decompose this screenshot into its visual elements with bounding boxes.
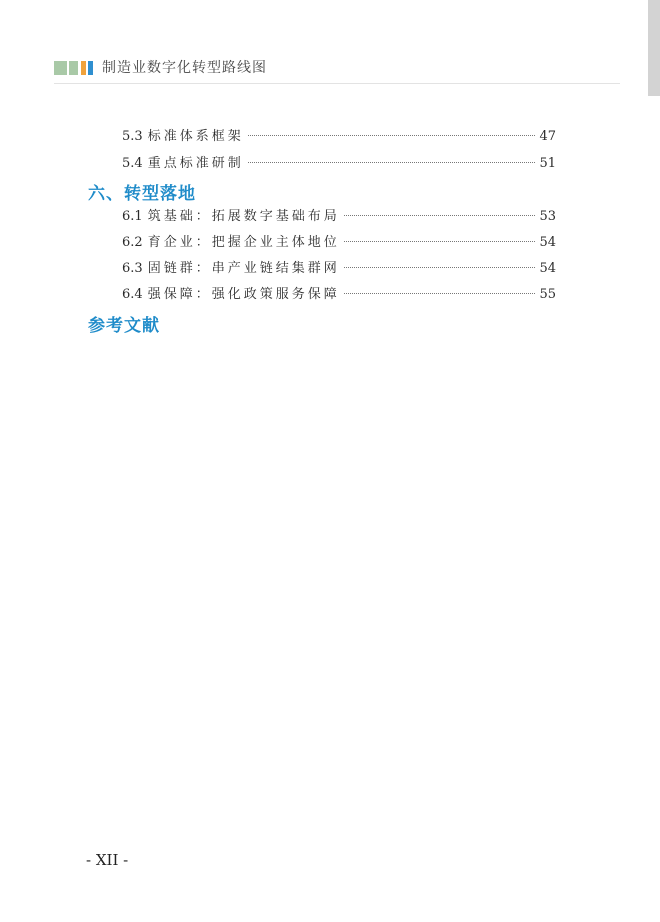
toc-entry-page: 53 [539, 209, 556, 224]
running-header [54, 58, 620, 78]
toc-entry-title: 标准体系框架 [147, 129, 244, 144]
toc-leader-dots [344, 215, 536, 216]
toc-entry[interactable] [122, 126, 556, 148]
toc-entry[interactable] [122, 258, 556, 280]
toc-entry[interactable] [122, 232, 556, 254]
header-decor-block [69, 61, 78, 75]
toc-entry-number: 6.4 [122, 287, 143, 302]
toc-entry-page: 47 [539, 129, 556, 144]
toc-leader-dots [248, 162, 536, 163]
toc-leader-dots [344, 241, 536, 242]
toc-entry-number: 5.4 [122, 156, 143, 171]
side-thumb-tab [648, 0, 660, 96]
toc-entry-title: 育企业：把握企业主体地位 [147, 235, 340, 250]
toc-entry-page: 54 [539, 235, 556, 250]
toc-leader-dots [344, 267, 536, 268]
toc-leader-dots [248, 135, 536, 136]
toc-chapter-heading[interactable]: 六、转型落地 [88, 184, 196, 204]
toc-entry-number: 5.3 [122, 129, 143, 144]
toc-leader-dots [344, 293, 536, 294]
toc-entry-page: 54 [539, 261, 556, 276]
header-decor-block [81, 61, 86, 75]
book-title: 制造业数字化转型路线图 [102, 60, 267, 76]
header-decor-block [54, 61, 67, 75]
toc-entry-title: 固链群：串产业链结集群网 [147, 261, 340, 276]
toc-entry[interactable] [122, 206, 556, 228]
header-rule [54, 83, 620, 84]
toc-entry-number: 6.3 [122, 261, 143, 276]
toc-entry-number: 6.2 [122, 235, 143, 250]
toc-references-heading[interactable]: 参考文献 [88, 316, 160, 336]
toc-entry-page: 51 [539, 156, 556, 171]
toc-entry-title: 强保障：强化政策服务保障 [147, 287, 340, 302]
toc-entry-number: 6.1 [122, 209, 143, 224]
toc-entry-title: 筑基础：拓展数字基础布局 [147, 209, 340, 224]
toc-entry[interactable] [122, 153, 556, 175]
toc-entry-title: 重点标准研制 [147, 156, 244, 171]
page-number: - XII - [86, 851, 129, 869]
toc-entry[interactable] [122, 284, 556, 306]
toc-entry-page: 55 [539, 287, 556, 302]
header-decor-block [88, 61, 93, 75]
